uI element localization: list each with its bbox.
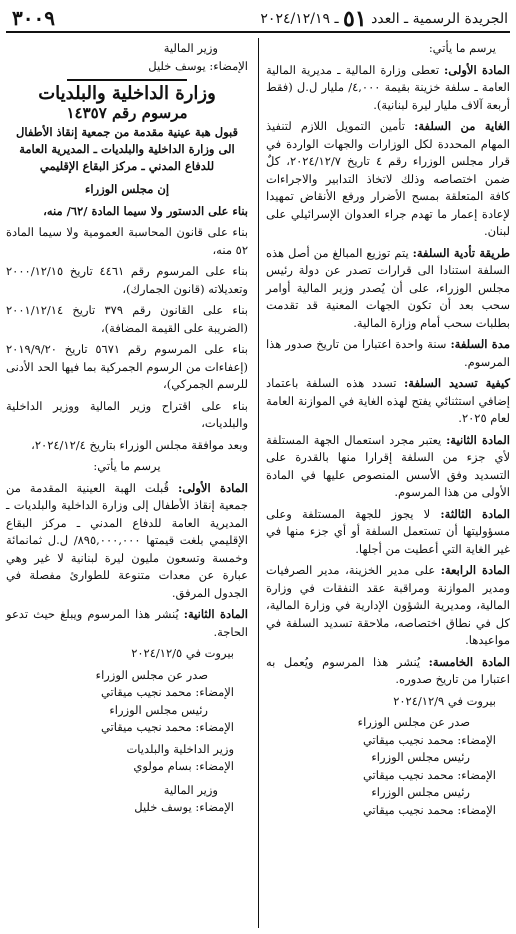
- article-5: المادة الخامسة: يُنشر هذا المرسوم ويُعمل به اعتبارا من تاريخ صدوره.: [266, 654, 511, 686]
- decree-subject: قبول هبة عينية مقدمة من جمعية إنقاذ الأطفال الى وزارة الداخلية والبلديات ـ المديرية العامة للدفاع المدني ـ مركز البقاع الإقليمي: [15, 125, 239, 173]
- signature: الإمضاء: محمد نجيب ميقاتي: [362, 802, 496, 817]
- pm-title: رئيس مجلس الوزراء: [371, 785, 470, 799]
- issue-date: ـ ٢٠٢٤/١٢/١٩: [260, 11, 339, 27]
- signature: الإمضاء: بسام مولوي: [133, 759, 234, 773]
- page-header: [0, 0, 516, 36]
- decree-intro: يرسم ما يأتي:: [93, 459, 161, 473]
- signature: الإمضاء: يوسف خليل: [148, 58, 248, 73]
- advance-repayment: كيفية تسديد السلفة: تسدد هذه السلفة باعتماد إضافي استثنائي يفتح لهذه الغاية في الموازنة العامة لعام ٢٠٢٥.: [266, 376, 510, 425]
- section-divider: [67, 79, 187, 81]
- decree-intro: يرسم ما يأتي:: [428, 41, 496, 55]
- legal-basis: بناء على المرسوم رقم ٥٦٧١ تاريخ ٢٠١٩/٩/٢٠ (إعفاءات من الرسوم الجمركية بما فيها الحد الأدنى للرسم الجمركي)،: [6, 342, 248, 391]
- date-line: بيروت في ٢٠٢٤/١٢/٥: [131, 646, 234, 660]
- date-line: بيروت في ٢٠٢٤/١٢/٩: [393, 693, 496, 708]
- issued-by: صدر عن مجلس الوزراء: [95, 667, 208, 682]
- legal-basis: بناء على الدستور ولا سيما المادة /٦٢/ منه،: [43, 203, 248, 218]
- minister-title: وزير المالية: [163, 782, 218, 797]
- issued-by: صدر عن مجلس الوزراء: [357, 715, 470, 729]
- gazette-name: الجريدة الرسمية ـ العدد: [371, 11, 508, 27]
- ministry-title: وزارة الداخلية والبلديات: [38, 83, 216, 104]
- article-2: المادة الثانية: يعتبر مجرد استعمال الجهة المستلفة لأي جزء من السلفة إقرارا منها بالقدرة على التسديد وفق الأسس المنصوص عليها في المادة الأولى من هذا المرسوم.: [266, 432, 510, 499]
- header-rule: [6, 31, 510, 33]
- signature: الإمضاء: محمد نجيب ميقاتي: [100, 720, 234, 734]
- minister-title: وزير الداخلية والبلديات: [126, 741, 234, 756]
- decree-number: مرسوم رقم ١٤٣٥٧: [66, 103, 188, 122]
- left-column: [6, 40, 248, 817]
- advance-duration: مدة السلفة: سنة واحدة اعتبارا من تاريخ صدور هذا المرسوم.: [266, 337, 510, 369]
- page-number: ٣٠٠٩: [12, 6, 55, 30]
- minister-title: وزير المالية: [163, 41, 218, 55]
- council-heading: إن مجلس الوزراء: [84, 182, 170, 196]
- issue-number: ٥١: [343, 6, 367, 32]
- signature: الإمضاء: محمد نجيب ميقاتي: [362, 767, 496, 782]
- article-1: المادة الأولى: قُبلت الهبة العينية المقدمة من جمعية إنقاذ الأطفال إلى وزارة الداخلية والبلديات ـ المديرية العامة للدفاع المدني ـ مركز البقاع الإقليمي بلغت قيمتها ٨٩٥,٠٠٠,٠٠٠/ ل.ل ثمانمائة وخمسة وتسعون مليون ليرة لبنانية لا غير وهي عبارة عن معدات متنوعة للطوارئ مفصلة في الجدول المرفق.: [6, 480, 248, 600]
- advance-purpose: الغاية من السلفة: تأمين التمويل اللازم لتنفيذ المهام المحددة لكل الوزارات والجهات الواردة في قرار مجلس الوزراء رقم ٤ تاريخ ٢٠٢٤/١٢/٧، كلٌ ضمن اختصاصه وذلك لاتخاذ التدابير والاجراءات كافة المتعلقة بمسح الأضرار ورفع الأنقاض تمهيدا لإعادة إعمار ما تهدم جراء العدوان الإسرائيلي على لبنان.: [266, 119, 510, 238]
- article-3: المادة الثالثة: لا يجوز للجهة المستلفة وعلى مسؤوليتها أن تستعمل السلفة أو أي جزء منها في غير الغاية التي أعطيت من أجلها.: [266, 506, 510, 556]
- advance-method: طريقة تأدية السلفة: يتم توزيع المبالغ من أصل هذه السلفة استنادا الى قرارات تصدر عن دولة رئيس مجلس الوزراء، على أن يُصدر وزير المالية أوامر سحب بعد أن تكون الجهات المعنية قد تقدمت بطلبات سحب أمام وزارة المالية.: [266, 245, 511, 330]
- article-4: المادة الرابعة: على مدير الخزينة، مدير الصرفيات ومدير الموازنة ومراقبة عقد النفقات في وزارة المالية، ومديرية الشؤون الإدارية في وزارة المالية، كل في نطاق اختصاصه، ملاحقة تسديد السلفة في مواعيدها.: [266, 563, 510, 647]
- legal-basis: وبعد موافقة مجلس الوزراء بتاريخ ٢٠٢٤/١٢/٤،: [31, 437, 248, 452]
- signature: الإمضاء: محمد نجيب ميقاتي: [362, 732, 496, 747]
- legal-basis: بناء على القانون رقم ٣٧٩ تاريخ ٢٠٠١/١٢/١٤ (الضريبة على القيمة المضافة)،: [6, 303, 248, 335]
- legal-basis: بناء على قانون المحاسبة العمومية ولا سيما المادة ٥٢ منه،: [6, 225, 248, 257]
- signature: الإمضاء: محمد نجيب ميقاتي: [100, 685, 234, 699]
- pm-title: رئيس مجلس الوزراء: [371, 750, 470, 764]
- right-column: [266, 40, 510, 819]
- legal-basis: بناء على المرسوم رقم ٤٤٦١ تاريخ ٢٠٠٠/١٢/١٥ وتعديلاته (قانون الجمارك)،: [6, 264, 248, 296]
- article-1: المادة الأولى: تعطى وزارة المالية ـ مديرية المالية العامة ـ سلفة خزينة بقيمة ٤,٠٠٠/ مليار ل.ل (فقط أربعة آلاف مليار ليرة لبنانية).: [266, 62, 510, 112]
- column-divider: [258, 38, 259, 928]
- legal-basis: بناء على اقتراح وزير المالية ووزير الداخلية والبلديات،: [6, 398, 248, 430]
- signature: الإمضاء: يوسف خليل: [134, 800, 234, 814]
- pm-title: رئيس مجلس الوزراء: [109, 702, 208, 717]
- gazette-title: [260, 6, 508, 32]
- article-2: المادة الثانية: يُنشر هذا المرسوم ويبلغ حيث تدعو الحاجة.: [6, 607, 248, 639]
